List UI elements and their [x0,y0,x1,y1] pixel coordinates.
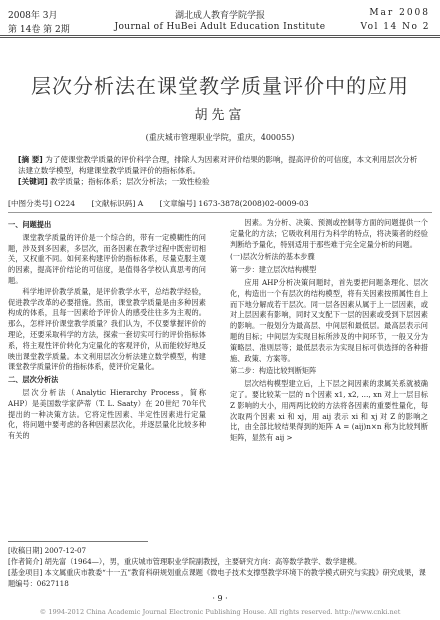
paragraph: 应用 AHP分析决策问题时，首先要把问题条理化、层次化，构造出一个有层次的结构模型，将有关因素按照属性自上而下地分解成若干层次。同一层各因素从属于上一层因素，或对上层因素有影响，同时又支配下一层的因素或受到下层因素的影响。一般划分为最高层、中间层和最低层。最高层表示问题的目标；中间层为实现目标所涉及的中间环节，一般又分为策略层、准则层等；最低层表示为实现目标可供选择的各种措施、政策、方案等。 [230,277,428,363]
footnote-received [8,545,432,556]
article-author: 胡先富 [194,108,246,123]
left-column [8,218,206,442]
paragraph: 课堂教学质量的评价是一个综合的，带有一定模糊性的问题，涉及到多因素，多层次，而各因素在教学过程中既密切相关，又权重不同。如何来构建评价的指标体系，尽量克服主观的因素，提高评价结论的可信度，是值得各学校认真思考的问题。 [8,232,206,285]
header-rule-double [0,37,440,38]
copyright-footer: © 1994-2012 China Academic Journal Electronic Publishing House. All rights reserved. http://www.cnki.net [39,608,401,616]
article-number: [文章编号] 1673-3878(2008)02-0009-03 [159,199,309,208]
clc-number: [中图分类号] O224 [8,199,76,208]
abstract-text: 为了使课堂教学质量的评价科学合理，排除人为因素对评价结果的影响，提高评价的可信度，本文利用层次分析法建立数学模型，构建课堂教学质量评价的指标体系。 [18,155,418,176]
footnote-author [8,556,432,567]
abstract-label: [摘 要] [18,155,43,164]
subsection-title: (一)层次分析法的基本步骤 [230,252,315,262]
journal-header [0,0,440,34]
header-journal-cn: 湖北成人教育学院学报 [174,11,265,21]
section-1-title: 一、问题提出 [8,220,52,229]
header-volume-issue: 第 14卷 第 2期 [8,25,70,35]
received-label: [收稿日期] [8,546,43,555]
header-vol-en: Vol 14 No 2 [360,22,430,32]
header-year-month: 2008年 3月 [8,11,58,21]
meta-rule [8,212,432,213]
keywords [18,176,422,187]
paragraph: 层次分析法（Analytic Hierarchy Process，简称 AHP）是美国数学家萨蒂（T. L. Saaty）在 20世纪 70年代提出的一种决策方法。它将定性因素、半定性因素进行定量化，将问题中要考虑的各种因素层次化，并逐层量化比较多种有关的 [8,387,206,441]
paragraph: 科学地评价教学质量，是评价教学水平，总结教学经验，促进教学改革的必要措施。然而，课堂教学质量是由多种因素构成的体系，且每一因素给予评价人的感受往往多为主观的。那么，怎样评价课堂教学质量？我们认为，不仅要掌握评价的理论，还要采取科学的方法，探索一套切实可行的评价指标体系，将主观性评价转化为定量化的客观评价，从而能较好地反映出课堂教学质量。本文利用层次分析法建立数学模型，构建课堂教学质量评价的指标体系，使评价定量化。 [8,286,206,372]
step-title: 第一步：建立层次结构模型 [230,265,317,275]
page-number: · 9 · [212,594,228,603]
step-title: 第二步：构造比较判断矩阵 [230,366,317,376]
abstract-block [18,154,422,188]
header-date-en: Mar 2008 [369,8,430,18]
header-rule [0,35,440,36]
author-bio-label: [作者简介] [8,557,43,566]
abstract [18,154,422,176]
footnotes [8,545,432,589]
section-2-title: 二、层次分析法 [8,375,59,385]
paragraph: 层次结构模型建立后，上下层之间因素的隶属关系就被确定了。要比较某一层的 n个因素 x1, x2, …, xn 对上一层目标 Z 影响的大小，用两两比较的方法将各因素的重要性量化，每次取两个因素 xi 和 xj，用 aij 表示 xi 和 xj 对 Z 的影响之比，由全部比较结果得到的矩阵 A = (aij)n×n 称为比较判断矩阵，显然有 aij > [230,379,428,443]
received-date: 2007-12-07 [44,546,87,555]
header-journal-en: Journal of HuBei Adult Education Institute [114,22,326,32]
footnote-rule [8,541,148,542]
paragraph: 因素。为分析、决策、预测或控制等方面的问题提供一个定量化的方法；它吸收利用行为科学的特点，将决策者的经验判断给予量化，特别适用于那些难于完全定量分析的问题。 [230,218,428,249]
fund-label: [基金项目] [8,568,43,577]
classification-meta [8,198,432,209]
document-code: [文献标识码] A [91,199,144,208]
keywords-text: 教学质量；指标体系；层次分析法；一致性检验 [50,177,210,187]
fund-text: 本文属重庆市教委“十一五”教育科研规划重点课题《微电子技术支撑型教学环境下的教学模式研究与实践》研究成果，课题编号：0627118 [8,568,426,588]
right-column [230,218,428,444]
article-title: 层次分析法在课堂教学质量评价中的应用 [31,74,409,98]
author-bio: 胡先富（1964—），男，重庆城市管理职业学院副教授，主要研究方向：高等数学教学、数学建模。 [44,557,362,566]
author-affiliation: (重庆城市管理职业学院，重庆，400055) [145,133,295,142]
footnote-fund [8,567,432,589]
keywords-label: [关键词] [18,177,48,187]
